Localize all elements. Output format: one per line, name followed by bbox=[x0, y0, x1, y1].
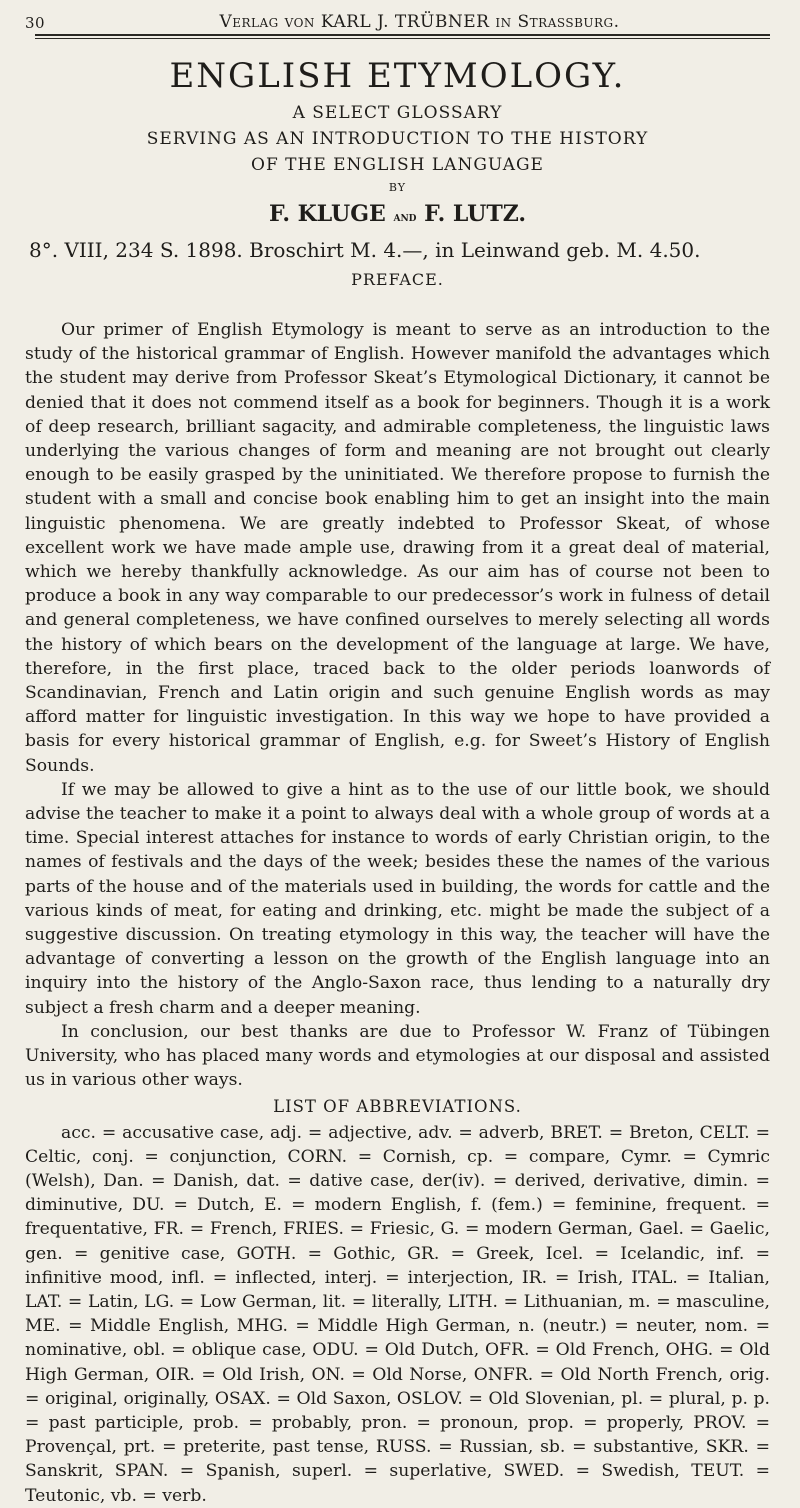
page-number: 30 bbox=[25, 14, 46, 32]
authors bbox=[25, 198, 770, 234]
abbreviations-heading: LIST OF ABBREVIATIONS. bbox=[273, 1096, 522, 1116]
abbreviations-list: acc. = accusative case, adj. = adjective, adv. = adverb, BRET. = Breton, CELT. = Celtic, conj. = conjunction, CORN. = Cornish, cp. = compare, Cymr. = Cymric (Welsh), Dan. = Danish, dat. = dative case, der(iv). = derived, derivative, dimin. = diminutive, DU. = Dutch, E. = modern English, f. (fem.) = feminine, frequent. = frequentative, FR. = French, FRIES. = Friesic, G. = modern German, Gael. = Gaelic, gen. = genitive case, GOTH. = Gothic, GR. = Greek, Icel. = Icelandic, inf. = infinitive mood, infl. = inflected, interj. = interjection, IR. = Irish, ITAL. = Italian, LAT. = Latin, LG. = Low German, lit. = literally, LITH. = Lithuanian, m. = masculine, ME. = Middle English, MHG. = Middle High German, n. (neutr.) = neuter, nom. = nominative, obl. = oblique case, ODU. = Old Dutch, OFR. = Old French, OHG. = Old High German, OIR. = Old Irish, ON. = Old Norse, ONFR. = Old North French, orig. = original, originally, OSAX. = Old Saxon, OSLOV. = Old Slovenian, pl. = plural, p. p. = past participle, prob. = probably, pron. = pronoun, prop. = properly, PROV. = Provençal, prt. = preterite, past tense, RUSS. = Russian, sb. = substantive, SKR. = Sanskrit, SPAN. = Spanish, superl. = superlative, SWED. = Swedish, TEUT. = Teutonic, vb. = verb. bbox=[25, 1122, 770, 1506]
header-rule-thin bbox=[35, 38, 770, 39]
preface-paragraph-1: Our primer of English Etymology is meant to serve as an introduction to the study of the historical grammar of English. However manifold the advantages which the student may derive from Professor Skeat’s Etymological Dictionary, it cannot be denied that it does not commend itself as a book for beginners. Though it is a work of deep research, brilliant sagacity, and admirable completeness, the linguistic laws underlying the various changes of form and meaning are not brought out clearly enough to be easily grasped by the uninitiated. We therefore propose to furnish the student with a small and concise book enabling him to get an insight into the main linguistic phenomena. We are greatly indebted to Professor Skeat, of whose excellent work we have made ample use, drawing from it a great deal of material, which we hereby thankfully acknowledge. As our aim has of course not been to produce a book in any way comparable to our predecessor’s work in fulness of detail and general completeness, we have confined ourselves to merely selecting all words the history of which bears on the development of the language at large. We have, therefore, in the first place, traced back to the older periods loanwords of Scandinavian, French and Latin origin and such genuine English words as may afford matter for linguistic investigation. In this way we hope to have provided a basis for every historical grammar of English, e.g. for Sweet’s History of English Sounds. bbox=[25, 320, 770, 776]
book-title: ENGLISH ETYMOLOGY. bbox=[169, 56, 626, 96]
publisher-line: Verlag von KARL J. TRÜBNER in Strassburg. bbox=[219, 12, 620, 32]
subtitle-line-1: A SELECT GLOSSARY bbox=[292, 103, 503, 123]
preface-paragraph-2: If we may be allowed to give a hint as to the use of our little book, we should advise the teacher to make it a point to always deal with a whole group of words at a time. Special interest attaches for instance to words of early Christian origin, to the names of festivals and the days of the week; besides these the names of the various parts of the house and of the materials used in building, the words for cattle and the various kinds of meat, for eating and drinking, etc. might be made the subject of a suggestive discussion. On treating etymology in this way, the teacher will have the advantage of converting a lesson on the growth of the English language into an inquiry into the history of the Anglo-Saxon race, thus lending to a naturally dry subject a fresh charm and a deeper meaning. bbox=[25, 779, 770, 1018]
preface-paragraph-3: In conclusion, our best thanks are due to Professor W. Franz of Tübingen University, who has placed many words and etymologies at our disposal and assisted us in various other ways. bbox=[25, 1021, 770, 1091]
header-rule bbox=[35, 34, 770, 36]
bibliographic-line: 8°. VIII, 234 S. 1898. Broschirt M. 4.—, in Leinwand geb. M. 4.50. bbox=[29, 238, 701, 262]
author-and: and bbox=[393, 210, 417, 225]
running-head bbox=[25, 6, 770, 32]
author-2: F. LUTZ. bbox=[424, 201, 527, 227]
subtitle-line-2: SERVING AS AN INTRODUCTION TO THE HISTORY bbox=[146, 129, 649, 149]
subtitle-line-3: OF THE ENGLISH LANGUAGE bbox=[251, 155, 544, 175]
title-block bbox=[25, 52, 770, 292]
author-1: F. KLUGE bbox=[268, 201, 386, 227]
by-label: BY bbox=[388, 181, 407, 194]
body-text bbox=[25, 318, 770, 1508]
preface-heading: PREFACE. bbox=[351, 270, 444, 289]
